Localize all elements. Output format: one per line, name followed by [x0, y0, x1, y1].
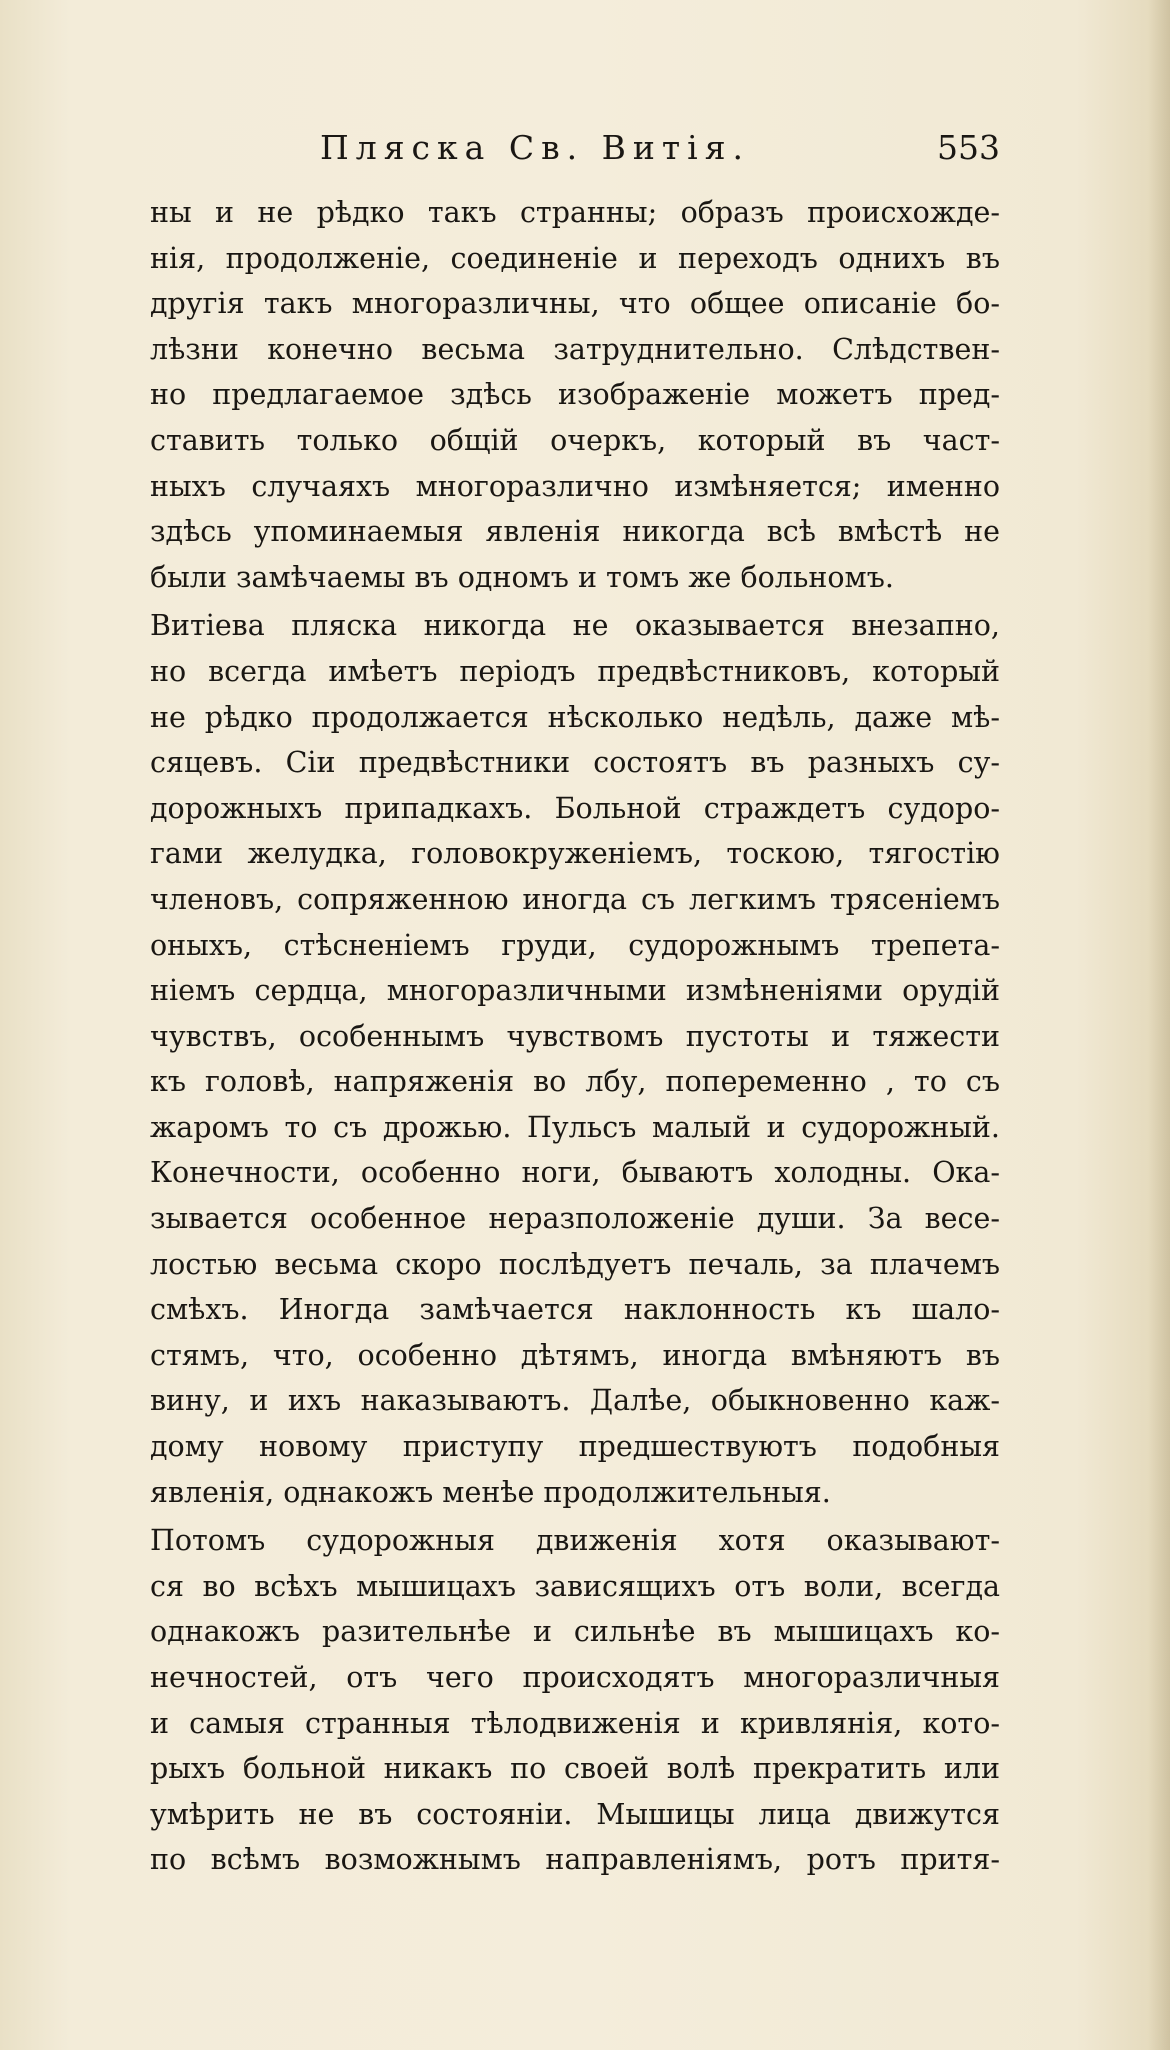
text-line: лостью весьма скоро послѣдуетъ печаль, за плачемъ — [150, 1247, 1000, 1281]
text-line: гами желудка, головокруженіемъ, тоскою, тягостію — [150, 837, 1000, 871]
text-line: другія такъ многоразличны, что общее описаніе бо- — [150, 287, 1000, 321]
text-line: къ головѣ, напряженія во лбу, попеременно , то съ — [150, 1065, 1000, 1099]
page-header — [150, 128, 1000, 178]
text-line: ставить только общій очеркъ, который въ част- — [150, 423, 1000, 457]
text-line: зывается особенное неразположеніе души. За весе- — [150, 1202, 1000, 1236]
body-text — [150, 190, 1000, 1883]
text-line: чувствъ, особеннымъ чувствомъ пустоты и тяжести — [150, 1019, 1000, 1053]
text-line: членовъ, сопряженною иногда съ легкимъ трясеніемъ — [150, 882, 1000, 916]
paragraph-2 — [150, 603, 1000, 1515]
text-line: рыхъ больной никакъ по своей волѣ прекратить или — [150, 1752, 1000, 1786]
text-line: однакожъ разительнѣе и сильнѣе въ мышицахъ ко- — [150, 1615, 1000, 1649]
running-title: Пляска Св. Витія. — [320, 128, 751, 167]
text-line: жаромъ то съ дрожью. Пульсъ малый и судорожный. — [150, 1110, 1000, 1144]
text-line: дорожныхъ припадкахъ. Больной страждетъ судоро- — [150, 791, 1000, 825]
text-line: Конечности, особенно ноги, бываютъ холодны. Ока- — [150, 1156, 1000, 1190]
paragraph-3 — [150, 1518, 1000, 1883]
text-line: стямъ, что, особенно дѣтямъ, иногда вмѣняютъ въ — [150, 1338, 1000, 1372]
page-number: 553 — [937, 128, 1000, 167]
text-line: но предлагаемое здѣсь изображеніе можетъ пред- — [150, 378, 1000, 412]
text-line: дому новому приступу предшествуютъ подобныя — [150, 1430, 1000, 1464]
text-line: вину, и ихъ наказываютъ. Далѣе, обыкновенно каж- — [150, 1384, 1000, 1418]
text-line: но всегда имѣетъ періодъ предвѣстниковъ, который — [150, 654, 1000, 688]
text-line: не рѣдко продолжается нѣсколько недѣль, даже мѣ- — [150, 700, 1000, 734]
text-line: сяцевъ. Сіи предвѣстники состоятъ въ разныхъ су- — [150, 746, 1000, 780]
text-line: лѣзни конечно весьма затруднительно. Слѣдствен- — [150, 332, 1000, 366]
text-line: нечностей, отъ чего происходятъ многоразличныя — [150, 1661, 1000, 1694]
text-line: по всѣмъ возможнымъ направленіямъ, ротъ притя- — [150, 1843, 1000, 1877]
text-line: Потомъ судорожныя движенія хотя оказывают- — [150, 1524, 1000, 1558]
text-line: Витіева пляска никогда не оказывается внезапно, — [150, 609, 1000, 643]
text-line: здѣсь упоминаемыя явленія никогда всѣ вмѣстѣ не — [150, 515, 1000, 549]
text-line: и самыя странныя тѣлодвиженія и кривлянія, кото- — [150, 1706, 1000, 1740]
page-edge-shadow — [1148, 0, 1170, 2050]
text-line: были замѣчаемы въ одномъ и томъ же больномъ. — [150, 560, 894, 594]
text-line: смѣхъ. Иногда замѣчается наклонность къ шало- — [150, 1293, 1000, 1327]
text-line: умѣрить не въ состояніи. Мышицы лица движутся — [150, 1797, 1000, 1831]
text-line: явленія, однакожъ менѣе продолжительныя. — [150, 1475, 831, 1509]
paragraph-1 — [150, 190, 1000, 600]
text-line: ніемъ сердца, многоразличными измѣненіями орудій — [150, 974, 1000, 1008]
text-line: ся во всѣхъ мышицахъ зависящихъ отъ воли, всегда — [150, 1569, 1000, 1603]
text-line: нія, продолженіе, соединеніе и переходъ однихъ въ — [150, 241, 1000, 275]
text-line: ныхъ случаяхъ многоразлично измѣняется; именно — [150, 469, 1000, 503]
text-line: оныхъ, стѣсненіемъ груди, судорожнымъ трепета- — [150, 928, 1000, 962]
text-line: ны и не рѣдко такъ странны; образъ происхожде- — [150, 196, 1000, 229]
